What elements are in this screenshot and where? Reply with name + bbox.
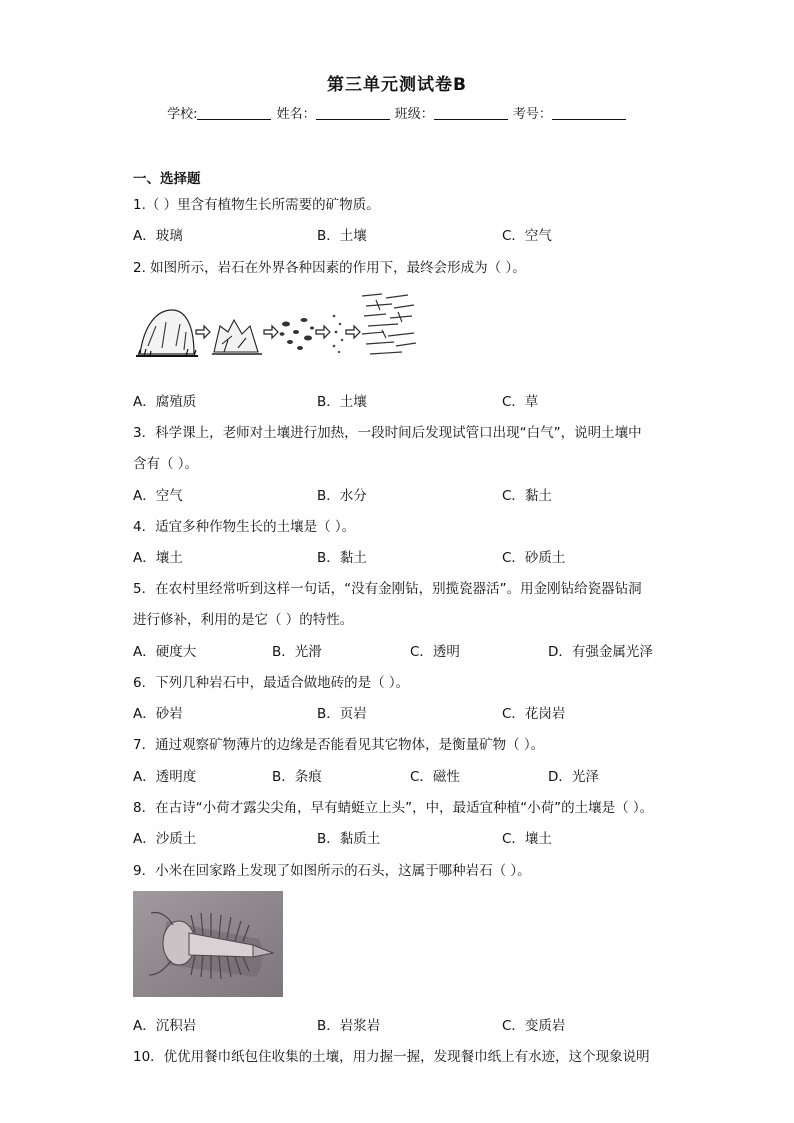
question-4-stem: 4．适宜多种作物生长的土壤是（ ）。: [133, 519, 356, 535]
question-10-stem: 10．优优用餐巾纸包住收集的土壤，用力握一握，发现餐巾纸上有水迹，这个现象说明: [133, 1049, 650, 1065]
question-2-stem: 2. 如图所示，岩石在外界各种因素的作用下，最终会形成为（ ）。: [133, 260, 526, 276]
question-4-option-b[interactable]: B．黏土: [317, 550, 367, 566]
question-6-stem: 6．下列几种岩石中，最适合做地砖的是（ ）。: [133, 675, 410, 691]
question-7-option-a[interactable]: A．透明度: [133, 769, 197, 785]
question-1-stem: 1.（ ）里含有植物生长所需要的矿物质。: [133, 197, 380, 213]
question-8-option-a[interactable]: A．沙质土: [133, 831, 197, 847]
question-5-option-b[interactable]: B．光滑: [272, 644, 322, 660]
question-8-option-c[interactable]: C．壤土: [502, 831, 552, 847]
question-5-option-d[interactable]: D．有强金属光泽: [548, 644, 653, 660]
school-label: 学校:: [167, 107, 198, 122]
question-7-stem: 7．通过观察矿物薄片的边缘是否能看见其它物体，是衡量矿物（ ）。: [133, 737, 545, 753]
question-3-stem-line-1: 3．科学课上，老师对土壤进行加热，一段时间后发现试管口出现“白气”，说明土壤中: [133, 425, 642, 441]
class-label: 班级：: [394, 107, 434, 122]
question-2-option-b[interactable]: B．土壤: [317, 394, 367, 410]
question-9-stem: 9．小米在回家路上发现了如图所示的石头，这属于哪种岩石（ ）。: [133, 863, 531, 879]
student-info-line: [0, 103, 794, 122]
question-9-option-a[interactable]: A．沉积岩: [133, 1018, 197, 1034]
question-9-option-b[interactable]: B．岩浆岩: [317, 1018, 381, 1034]
question-8-stem: 8．在古诗“小荷才露尖尖角，早有蜻蜓立上头”，中，最适宜种植“小荷”的土壤是（ ）。: [133, 800, 654, 816]
question-1-option-c[interactable]: C．空气: [502, 228, 552, 244]
question-8-option-b[interactable]: B．黏质土: [317, 831, 381, 847]
question-3-stem-line-2: 含有（ ）。: [133, 456, 199, 472]
section-title: 一、选择题: [133, 171, 201, 187]
question-5-option-a[interactable]: A．硬度大: [133, 644, 197, 660]
trilobite-fossil-photo: [133, 891, 283, 997]
question-4-option-a[interactable]: A．壤土: [133, 550, 183, 566]
question-2-option-c[interactable]: C．草: [502, 394, 539, 410]
question-7-option-d[interactable]: D．光泽: [548, 769, 599, 785]
question-3-option-c[interactable]: C．黏土: [502, 488, 552, 504]
broken-rock-icon: [212, 320, 262, 354]
question-6-option-c[interactable]: C．花岗岩: [502, 706, 566, 722]
question-5-stem-line-2: 进行修补，利用的是它（ ）的特性。: [133, 612, 354, 628]
gravel-icon: [280, 318, 315, 350]
name-label: 姓名：: [276, 107, 316, 122]
number-label: 考号：: [512, 107, 552, 122]
soil-icon: [362, 294, 416, 354]
question-3-option-a[interactable]: A．空气: [133, 488, 183, 504]
question-7-option-b[interactable]: B．条痕: [272, 769, 322, 785]
question-1-option-a[interactable]: A．玻璃: [133, 228, 183, 244]
question-4-option-c[interactable]: C．砂质土: [502, 550, 566, 566]
page-title: 第三单元测试卷B: [327, 75, 467, 95]
sand-icon: [333, 315, 344, 353]
question-2-option-a[interactable]: A．腐殖质: [133, 394, 197, 410]
question-7-option-c[interactable]: C．磁性: [410, 769, 460, 785]
question-5-stem-line-1: 5．在农村里经常听到这样一句话，“没有金刚钻，别揽瓷器活”。用金刚钻给瓷器钻洞: [133, 581, 642, 597]
question-1-option-b[interactable]: B．土壤: [317, 228, 367, 244]
school-blank[interactable]: [197, 105, 271, 120]
name-blank[interactable]: [316, 105, 390, 120]
question-5-option-c[interactable]: C．透明: [410, 644, 460, 660]
question-9-option-c[interactable]: C．变质岩: [502, 1018, 566, 1034]
class-blank[interactable]: [434, 105, 508, 120]
question-6-option-b[interactable]: B．页岩: [317, 706, 367, 722]
rock-weathering-figure: [136, 286, 418, 362]
question-6-option-a[interactable]: A．砂岩: [133, 706, 183, 722]
rock-icon: [136, 310, 198, 356]
number-blank[interactable]: [552, 105, 626, 120]
question-3-option-b[interactable]: B．水分: [317, 488, 367, 504]
